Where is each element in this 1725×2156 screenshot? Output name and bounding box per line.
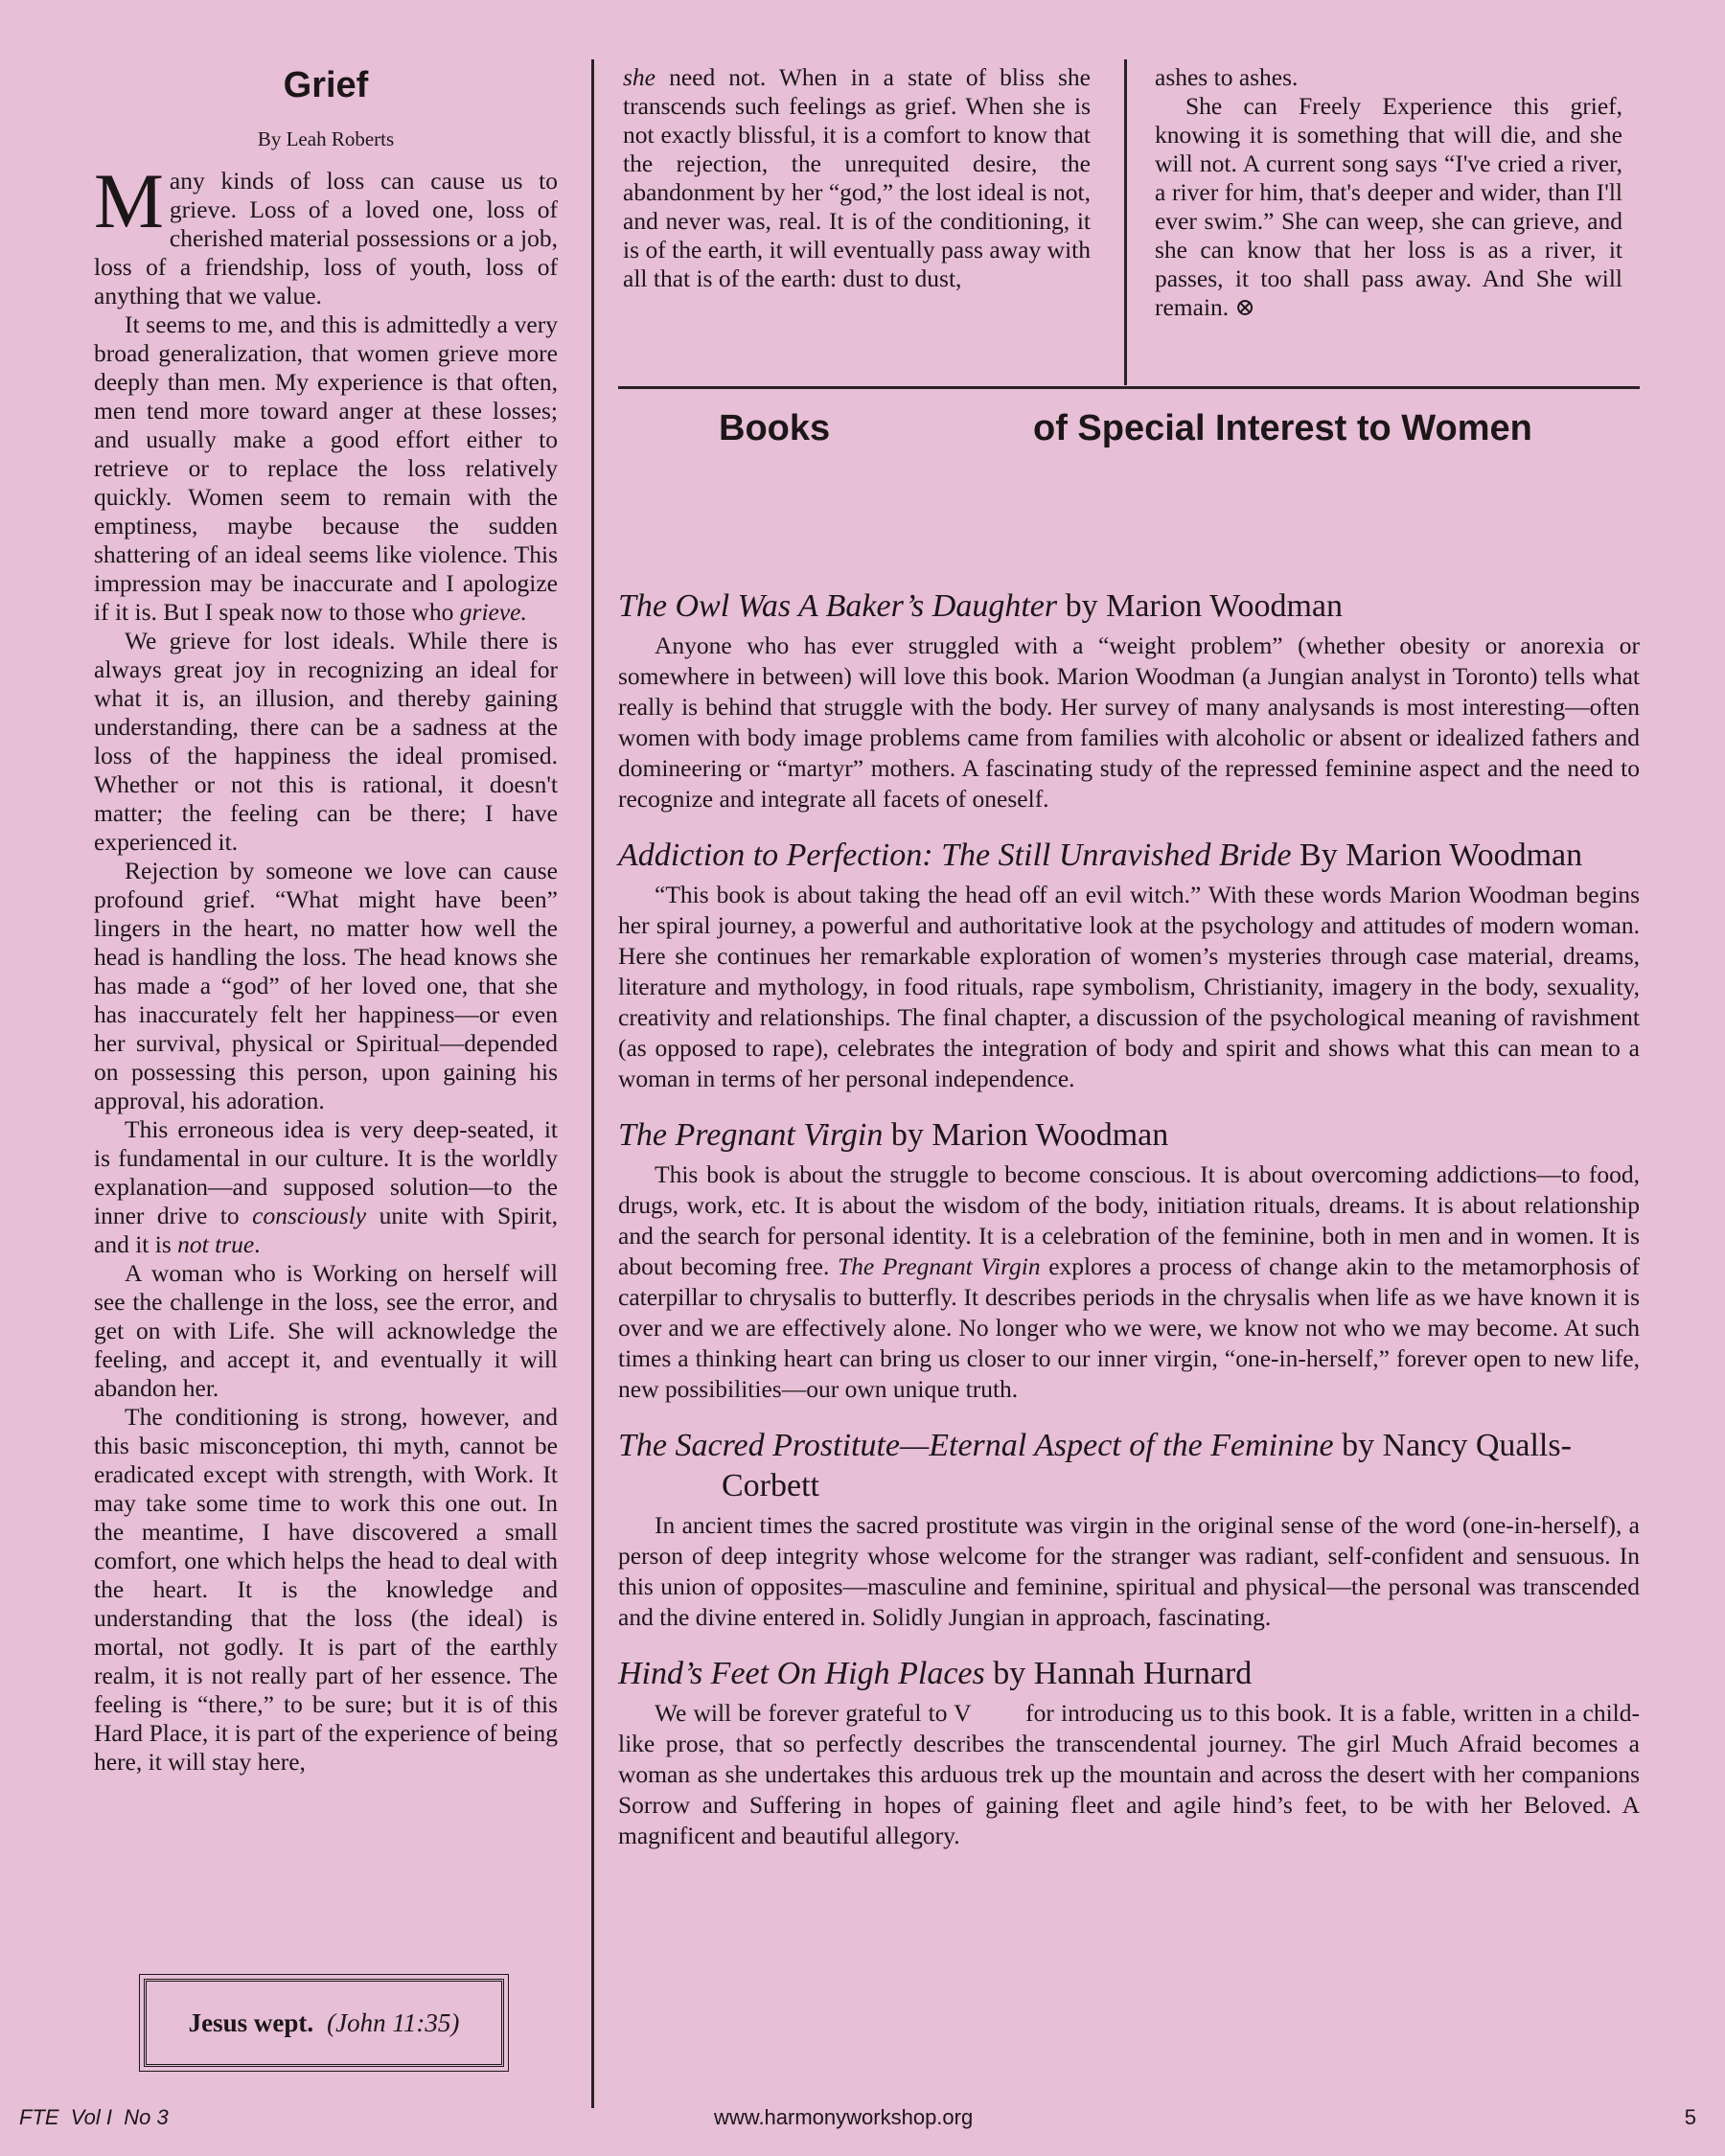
book-description: This book is about the struggle to become conscious. It is about overcoming addictions—to food, drugs, work, etc. It is about the wisdom of the body, initiation rituals, dreams. It is about relationship and the search for personal identity. It is a celebration of the feminine, both in men and in women. It is about becoming free. The Pregnant Virgin explores a process of change akin to the metamorphosis of caterpillar to chrysalis to butterfly. It describes periods in the chrysalis when life as we have known it is over and we are effectively alone. No longer who we were, we know not who we may become. At such times a thinking heart can bring us closer to our inner virgin, “one-in-herself,” forever open to new life, new possibilities—our own unique truth. [618,1160,1640,1403]
book-entry [618,586,1640,814]
paragraph: It seems to me, and this is admittedly a very broad generalization, that women grieve more deeply than men. My experience is that often, men tend more toward anger at these losses; and usually make a good effort either to retrieve or to replace the loss relatively quickly. Women seem to remain with the emptiness, maybe because the sudden shattering of an ideal seems like violence. This impression may be inaccurate and I apologize if it is. But I speak now to those who grieve. [94,310,558,626]
book-entry [618,1115,1640,1405]
header-word: Books [719,408,831,448]
paragraph: This erroneous idea is very deep-seated, it is fundamental in our culture. It is the worldly explanation—and supposed solution—to the inner drive to consciously unite with Spirit, and it is not true. [94,1115,559,1258]
header-rest: of Special Interest to Women [1033,408,1532,448]
book-entry [618,1426,1640,1633]
website-url: www.harmonyworkshop.org [714,2105,974,2129]
books-section-header [618,408,1640,456]
book-title: The Sacred Prostitute—Eternal Aspect of the Feminine by Nancy Qualls-Corbett [618,1428,1572,1503]
paragraph: The conditioning is strong, however, and this basic misconception, thi myth, cannot be eradicated except with strength, with Work. It may take some time to work this one out. In the meantime, I have discovered a small comfort, one which helps the head to deal with the heart. It is the knowledge and understanding that the loss (the ideal) is mortal, not godly. It is part of the earthly realm, it is not really part of her essence. The feeling is “there,” to be sure; but it is of this Hard Place, it is part of the experience of being here, it will stay here, [94,1403,558,1776]
book-description: Anyone who has ever struggled with a “weight problem” (whether obesity or anorexia or somewhere in between) will love this book. Marion Woodman (a Jungian analyst in Toronto) tells what really is behind that struggle with the body. Her survey of many analysands is most interesting—often women with body image problems came from families with alcoholic or absent or idealized fathers and domineering or “martyr” mothers. A fascinating study of the repressed feminine aspect and the need to recognize and integrate all facets of oneself. [618,631,1640,813]
book-entry [618,836,1640,1094]
article-title: Grief [283,65,369,105]
drop-cap: M [94,157,164,244]
book-title: The Pregnant Virgin by Marion Woodman [618,1117,1169,1153]
grief-continued-column [623,63,1091,293]
paragraph: ashes to ashes. [1155,63,1299,91]
page-number: 5 [1684,2105,1696,2129]
column-divider [591,59,594,2108]
paragraph: She can Freely Experience this grief, knowing it is something that will die, and she will not. A current song says “I've cried a river, a river for him, that's deeper and wider, than I'll ever swim.” She can weep, she can grieve, and she can know that her loss is as a river, it passes, it too shall pass away. And She will remain. ⊗ [1155,92,1622,321]
grief-column [94,59,558,1777]
issue-label: FTE Vol I No 3 [19,2105,169,2129]
paragraph: Rejection by someone we love can cause profound grief. “What might have been” lingers in the heart, no matter how well the head is handling the loss. The head knows she has made a “god” of her loved one, that she has inaccurately felt her happiness—or even her survival, physical or Spiritual—depended on possessing this person, upon gaining his approval, his adoration. [94,857,558,1114]
column-divider [1124,59,1127,385]
book-description: “This book is about taking the head off an evil witch.” With these words Marion Woodman begins her spiral journey, a powerful and authoritative look at the psychology and attitudes of modern woman. Here she continues her remarkable exploration of women’s mysteries through case material, dreams, literature and mythology, in food rituals, rape symbolism, Christianity, imagery in the body, sexuality, creativity and relationships. The final chapter, a discussion of the psychological meaning of ravishment (as opposed to rape), celebrates the integration of body and spirit and shows what this can mean to a woman in terms of her personal independence. [618,881,1640,1092]
book-title: Hind’s Feet On High Places by Hannah Hurnard [618,1656,1253,1691]
book-title: Addiction to Perfection: The Still Unravished Bride By Marion Woodman [618,837,1583,873]
book-entry [618,1654,1646,1851]
grief-ending-column [1155,63,1622,322]
paragraph: Many kinds of loss can cause us to grieve. Loss of a loved one, loss of cherished material possessions or a job, loss of a friendship, loss of youth, loss of anything that we value. [94,157,558,310]
book-description: In ancient times the sacred prostitute was virgin in the original sense of the word (one-in-herself), a person of deep integrity whose welcome for the stranger was radiant, self-confident and sensuous. In this union of opposites—masculine and feminine, spiritual and physical—the personal was transcended and the divine entered in. Solidly Jungian in approach, fascinating. [618,1511,1640,1631]
quote-box [144,1979,504,2067]
paragraph: A woman who is Working on herself will see the challenge in the loss, see the error, and get on with Life. She will acknowledge the feeling, and accept it, and eventually it will abandon her. [94,1259,558,1402]
paragraph: she need not. When in a state of bliss she transcends such feelings as grief. When she is not exactly blissful, it is a comfort to know that the rejection, the unrequited desire, the abandonment by her “god,” the lost ideal is not, and never was, real. It is of the conditioning, it is of the earth, it will eventually pass away with all that is of the earth: dust to dust, [623,63,1091,292]
books-list [618,586,1646,1872]
paragraph: We grieve for lost ideals. While there is always great joy in recognizing an ideal for what it is, an illusion, and thereby gaining understanding, there can be a sadness at the loss of the happiness the ideal promised. Whether or not this is rational, it doesn't matter; the feeling can be there; I have experienced it. [94,627,558,856]
quote-text: Jesus wept. [188,2007,314,2037]
byline: By Leah Roberts [257,127,395,150]
section-divider [618,386,1640,389]
book-title: The Owl Was A Baker’s Daughter by Marion Woodman [618,588,1343,624]
quote-reference: (John 11:35) [327,2007,460,2037]
book-description: We will be forever grateful to V for introducing us to this book. It is a fable, written in a child-like prose, that so perfectly describes the transcendental journey. The girl Much Afraid becomes a woman as she undertakes this arduous trek up the mountain and across the desert with her companions Sorrow and Suffering in hopes of gaining fleet and agile hind’s feet, to be with her Beloved. A magnificent and beautiful allegory. [618,1699,1646,1849]
